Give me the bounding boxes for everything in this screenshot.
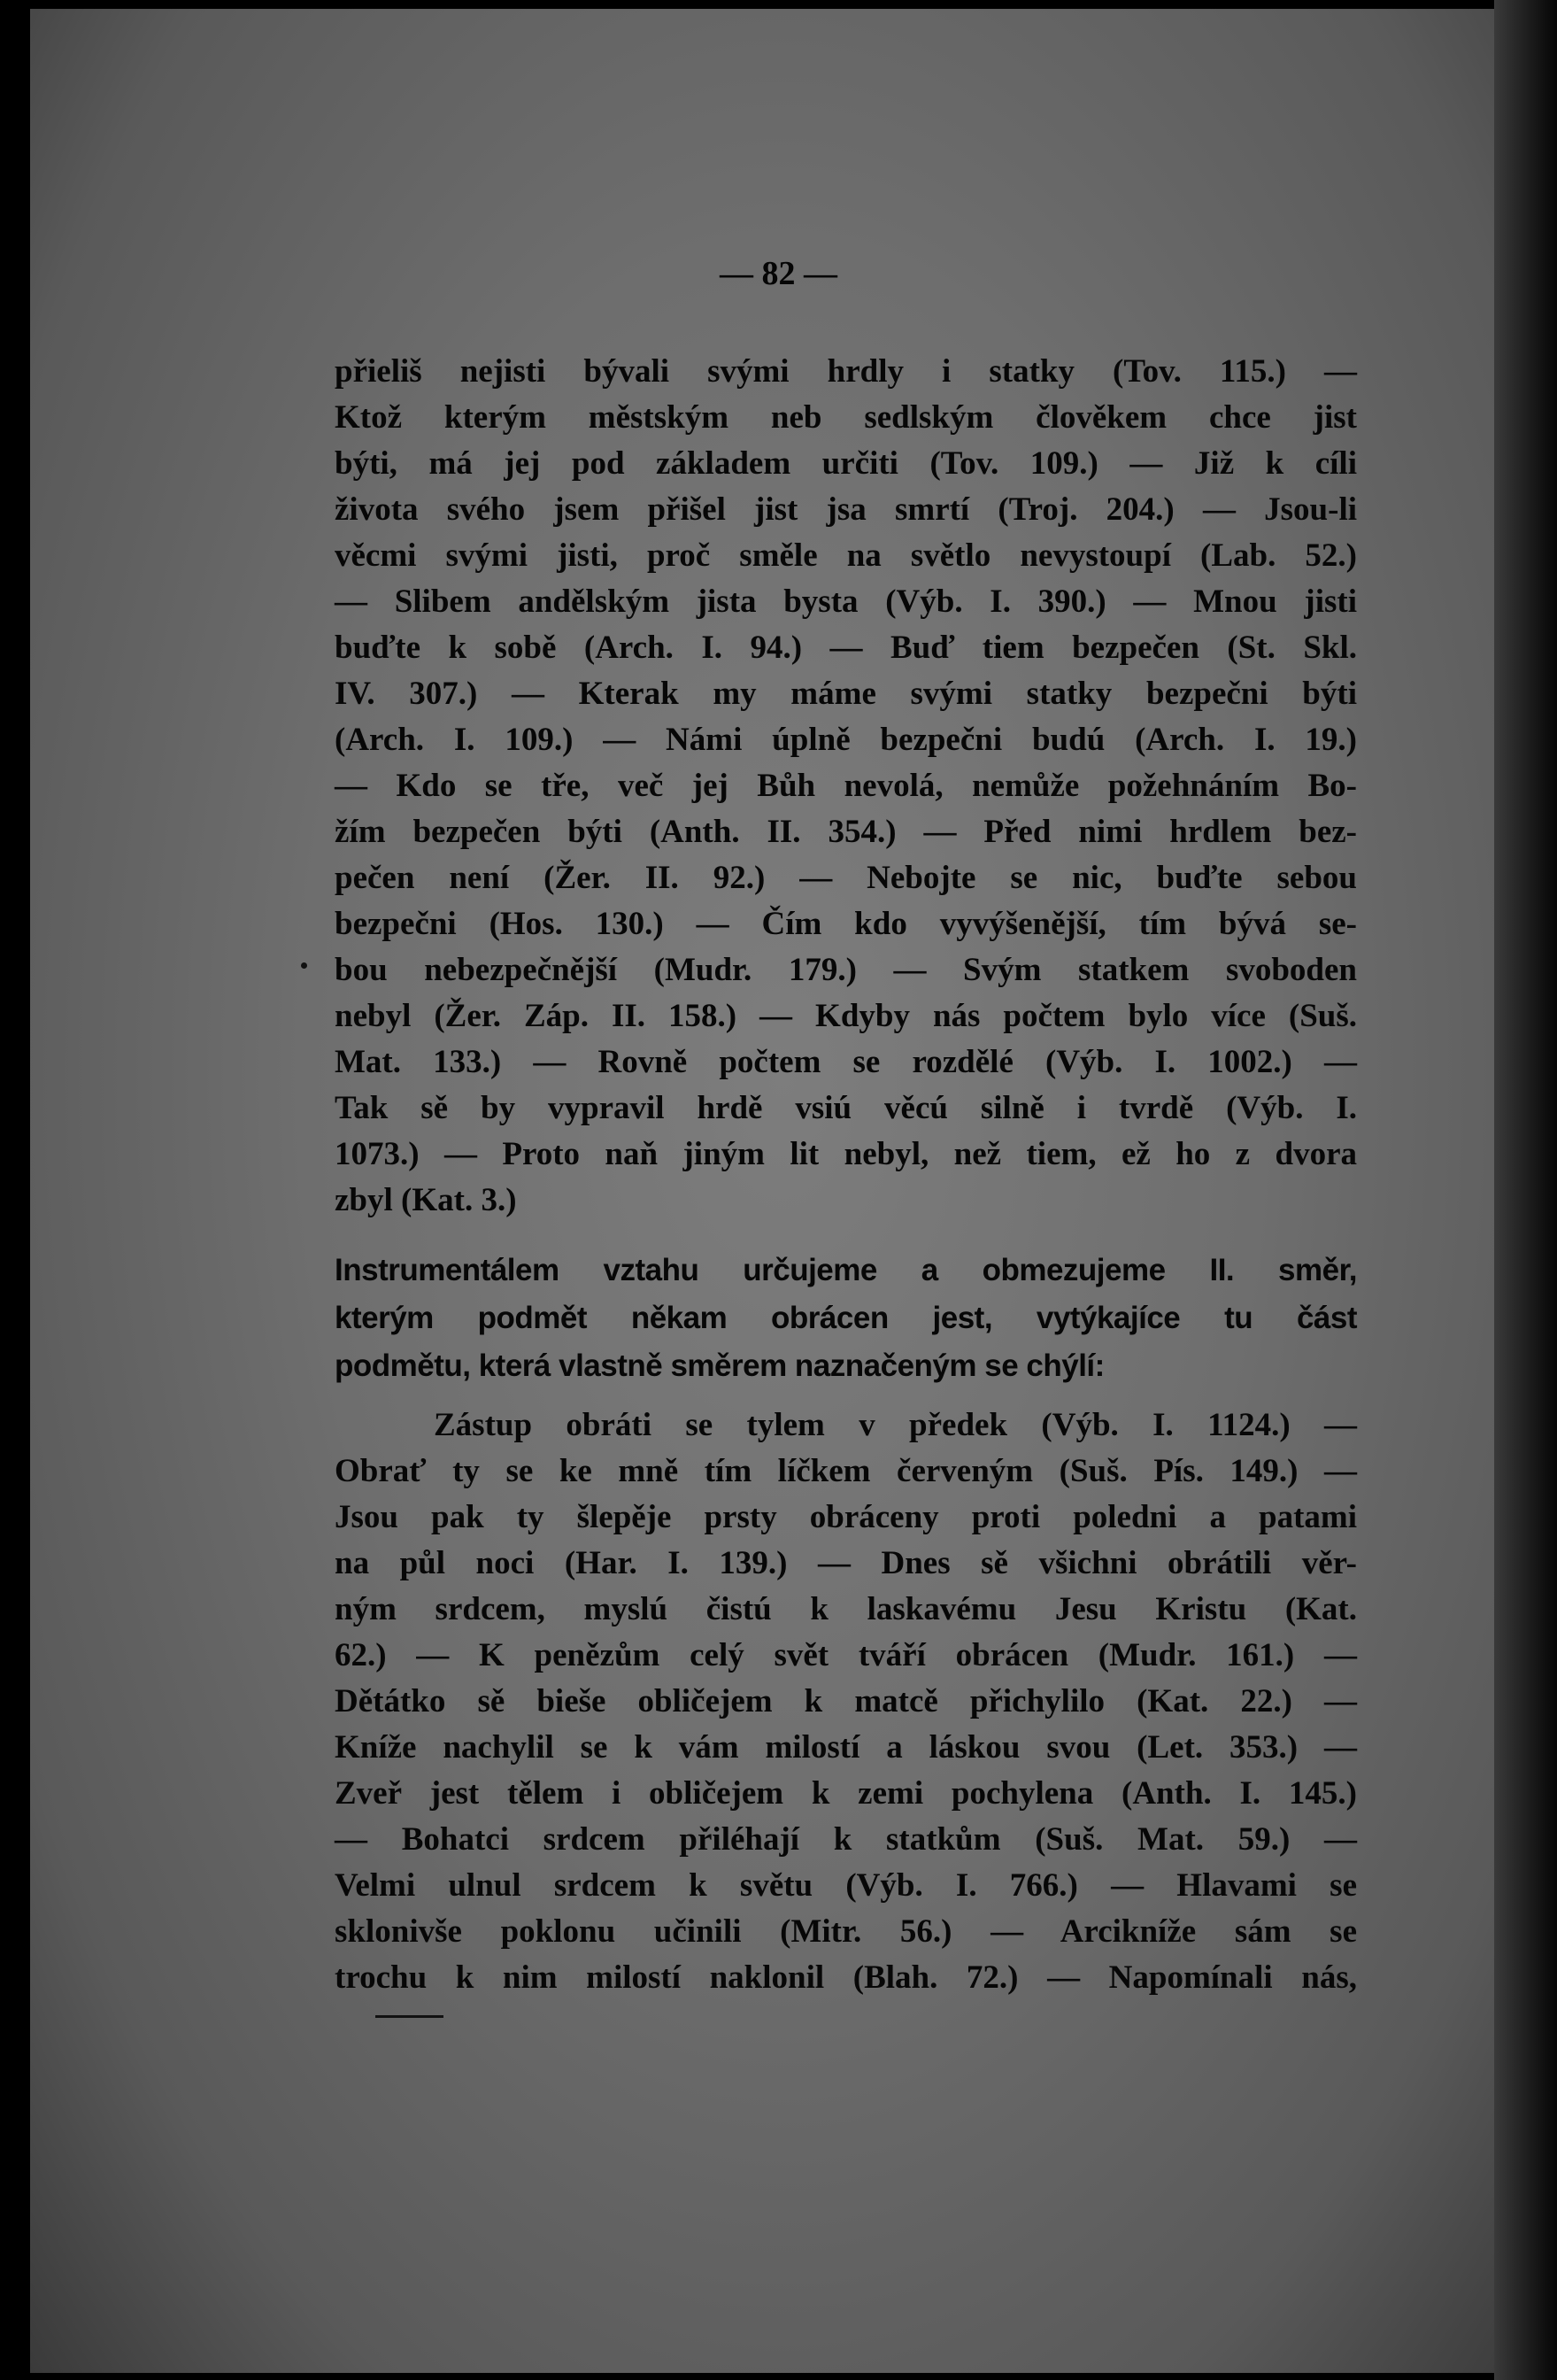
text-line: Ktož kterým městským neb sedlským člověkem chce jist (335, 399, 1357, 436)
text-line: bou nebezpečnější (Mudr. 179.) — Svým statkem svoboden (335, 952, 1357, 988)
paragraph-2 (335, 1402, 1357, 2001)
text-line: Jsou pak ty šlepěje prsty obráceny proti poledni a patami (335, 1499, 1357, 1535)
text-line: na půl noci (Har. I. 139.) — Dnes sě všichni obrátili věr- (335, 1545, 1357, 1581)
text-line: 62.) — K penězům celý svět tváří obrácen (Mudr. 161.) — (335, 1637, 1357, 1673)
text-line: — Bohatci srdcem přiléhají k statkům (Suš. Mat. 59.) — (335, 1821, 1357, 1858)
text-line: buďte k sobě (Arch. I. 94.) — Buď tiem bezpečen (St. Skl. (335, 630, 1357, 666)
text-line: bezpečni (Hos. 130.) — Čím kdo vyvýšenější, tím bývá se- (335, 906, 1357, 942)
text-line: — Kdo se tře, več jej Bůh nevolá, nemůže požehnáním Bo- (335, 768, 1357, 804)
text-line: žím bezpečen býti (Anth. II. 354.) — Před nimi hrdlem bez- (335, 814, 1357, 850)
text-line: života svého jsem přišel jist jsa smrtí (Troj. 204.) — Jsou-li (335, 491, 1357, 528)
heading-line: podmětu, která vlastně směrem naznačeným se chýlí: (335, 1348, 1105, 1383)
text-line: Kníže nachylil se k vám milostí a láskou svou (Let. 353.) — (335, 1729, 1357, 1766)
text-line: Zveř jest tělem i obličejem k zemi pochylena (Anth. I. 145.) (335, 1775, 1357, 1812)
text-line: Tak sě by vypravil hrdě vsiú věcú silně i tvrdě (Výb. I. (335, 1090, 1357, 1126)
text-line: 1073.) — Proto naň jiným lit nebyl, než tiem, ež ho z dvora (335, 1136, 1357, 1172)
text-line: (Arch. I. 109.) — Námi úplně bezpečni budú (Arch. I. 19.) (335, 722, 1357, 758)
text-line: přieliš nejisti bývali svými hrdly i statky (Tov. 115.) — (335, 353, 1357, 390)
text-line: trochu k nim milostí naklonil (Blah. 72.) — Napomínali nás, (335, 1959, 1357, 1996)
text-line: pečen není (Žer. II. 92.) — Nebojte se nic, buďte sebou (335, 860, 1357, 896)
page-edge-shadow (1494, 0, 1557, 2380)
text-line: Velmi ulnul srdcem k světu (Výb. I. 766.) — Hlavami se (335, 1867, 1357, 1904)
page-number: — 82 — (720, 255, 837, 292)
section-heading (335, 1247, 1357, 1390)
text-line: ným srdcem, myslú čistú k laskavému Jesu Kristu (Kat. (335, 1591, 1357, 1627)
margin-mark (301, 962, 307, 969)
text-line: sklonivše poklonu učinili (Mitr. 56.) — Arcikníže sám se (335, 1913, 1357, 1950)
text-line: býti, má jej pod základem určiti (Tov. 109.) — Již k cíli (335, 445, 1357, 482)
text-line: Obrať ty se ke mně tím líčkem červeným (Suš. Pís. 149.) — (335, 1453, 1357, 1489)
text-line: zbyl (Kat. 3.) (335, 1182, 517, 1218)
text-line: Zástup obráti se tylem v předek (Výb. I. 1124.) — (434, 1407, 1357, 1443)
pencil-underline (375, 2015, 443, 2018)
text-line: Mat. 133.) — Rovně počtem se rozdělé (Výb. I. 1002.) — (335, 1044, 1357, 1080)
text-line: věcmi svými jisti, proč směle na světlo nevystoupí (Lab. 52.) (335, 537, 1357, 574)
text-line: nebyl (Žer. Záp. II. 158.) — Kdyby nás počtem bylo více (Suš. (335, 998, 1357, 1034)
heading-line: Instrumentálem vztahu určujeme a obmezujeme II. směr, (335, 1253, 1357, 1287)
text-line: — Slibem andělským jista bysta (Výb. I. 390.) — Mnou jisti (335, 583, 1357, 620)
text-line: IV. 307.) — Kterak my máme svými statky bezpečni býti (335, 676, 1357, 712)
paragraph-1 (335, 349, 1357, 1224)
text-line: Dětátko sě bieše obličejem k matcě přichylilo (Kat. 22.) — (335, 1683, 1357, 1719)
heading-line: kterým podmět někam obrácen jest, vytýkajíce tu část (335, 1301, 1357, 1335)
